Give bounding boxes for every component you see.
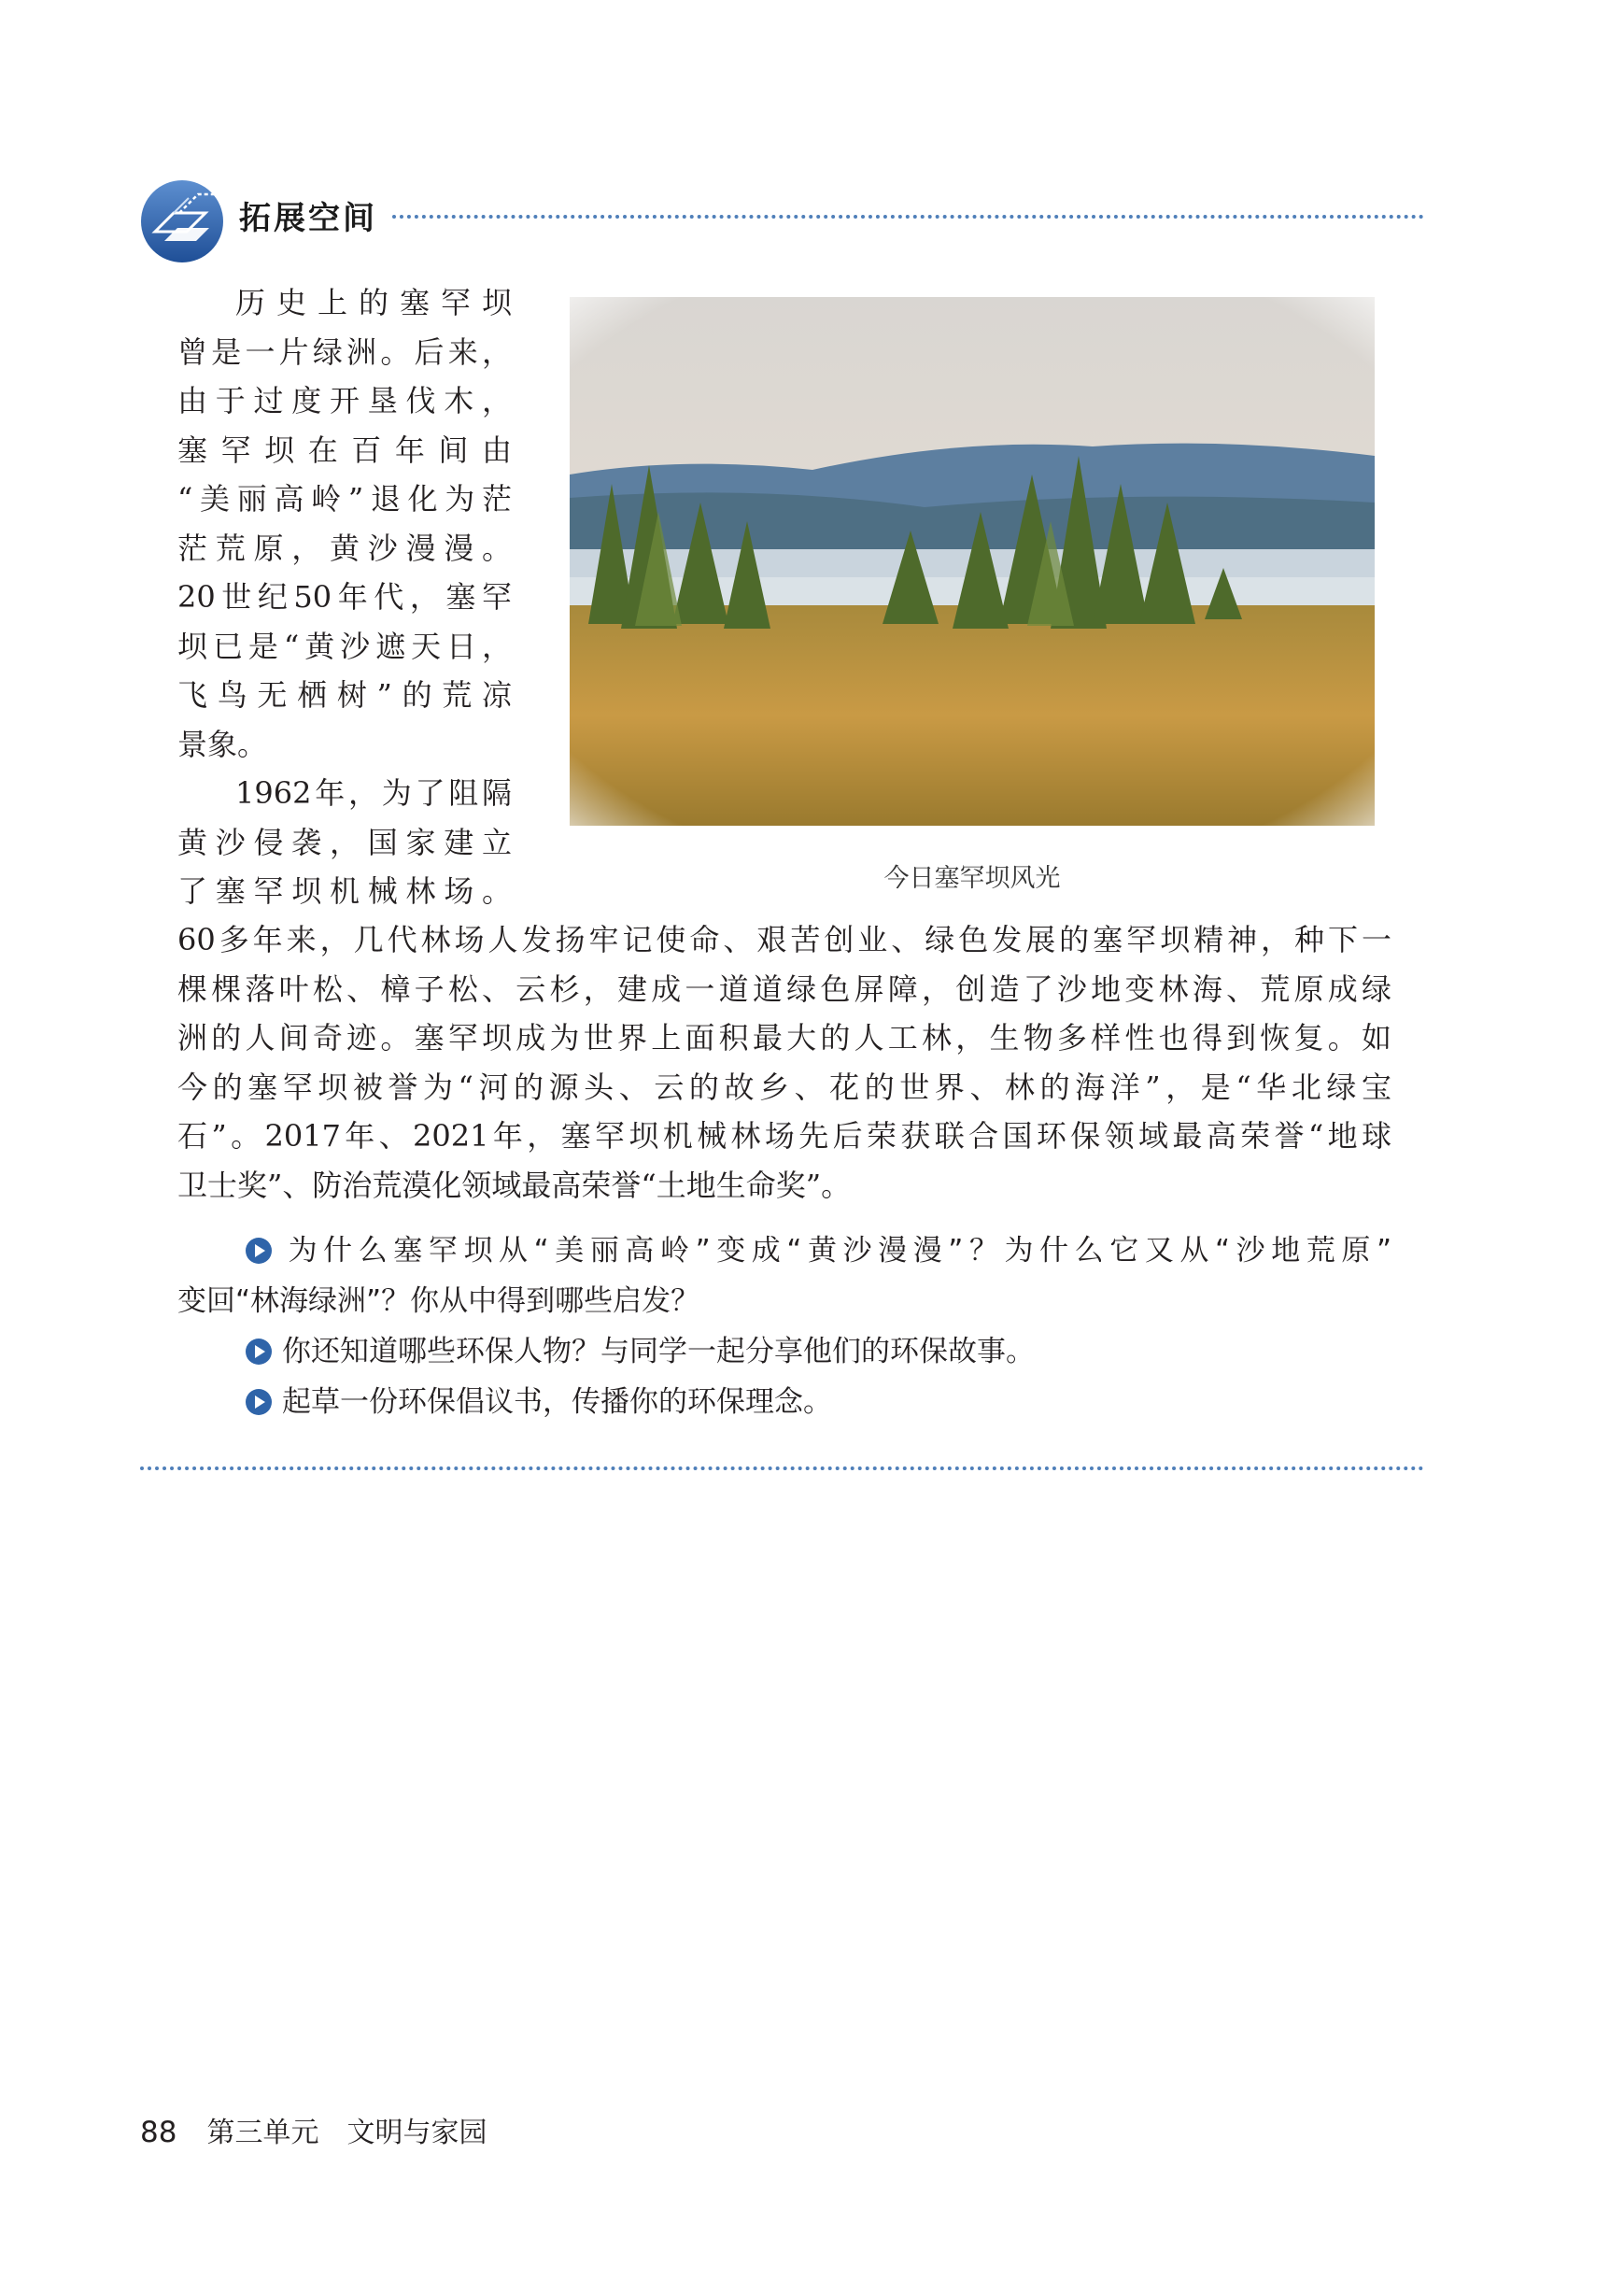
text-line: 黄沙侵袭，国家建立 bbox=[177, 824, 512, 860]
text-line: 石”。2017年、2021年，塞罕坝机械林场先后荣获联合国环保领域最高荣誉“地球 bbox=[177, 1118, 1391, 1154]
question-text: 变回“林海绿洲”？你从中得到哪些启发？ bbox=[177, 1284, 700, 1318]
text-line: 坝已是“黄沙遮天日， bbox=[177, 628, 512, 664]
text-line: 今的塞罕坝被誉为“河的源头、云的故乡、花的世界、林的海洋”，是“华北绿宝 bbox=[177, 1069, 1391, 1105]
unit-label: 第三单元 bbox=[206, 2117, 319, 2149]
question-text: 为什么塞罕坝从“美丽高岭”变成“黄沙漫漫”？为什么它又从“沙地荒原” bbox=[282, 1234, 1391, 1268]
page-number: 88 bbox=[140, 2116, 177, 2149]
photo-caption: 今日塞罕坝风光 bbox=[883, 864, 1061, 893]
question-1 bbox=[177, 1225, 1391, 1276]
text-line: “美丽高岭”退化为茫 bbox=[177, 481, 512, 517]
question-3 bbox=[177, 1377, 1391, 1427]
text-line: 了塞罕坝机械林场。 bbox=[177, 873, 512, 909]
text-line: 1962年，为了阻隔 bbox=[235, 775, 512, 811]
question-text: 起草一份环保倡议书，传播你的环保理念。 bbox=[282, 1385, 832, 1419]
header-divider bbox=[392, 215, 1424, 219]
page-footer bbox=[140, 2109, 487, 2150]
triangle-bullet-icon bbox=[245, 1338, 273, 1366]
text-line: 景象。 bbox=[177, 726, 268, 762]
text-line: 茫荒原，黄沙漫漫。 bbox=[177, 530, 512, 566]
intro-text-column bbox=[177, 278, 512, 916]
discussion-questions bbox=[177, 1225, 1391, 1427]
text-line: 飞鸟无栖树”的荒凉 bbox=[177, 677, 512, 713]
expansion-space-icon bbox=[140, 179, 224, 263]
text-line: 卫士奖”、防治荒漠化领域最高荣誉“土地生命奖”。 bbox=[177, 1167, 852, 1203]
question-2 bbox=[177, 1326, 1391, 1377]
bottom-divider bbox=[140, 1466, 1424, 1470]
unit-title: 文明与家园 bbox=[346, 2117, 487, 2149]
text-line: 20世纪50年代，塞罕 bbox=[177, 579, 512, 615]
triangle-bullet-icon bbox=[245, 1237, 273, 1265]
triangle-bullet-icon bbox=[245, 1388, 273, 1416]
text-line: 60多年来，几代林场人发扬牢记使命、艰苦创业、绿色发展的塞罕坝精神，种下一 bbox=[177, 922, 1391, 957]
text-line: 由于过度开垦伐木， bbox=[177, 383, 512, 418]
text-line: 曾是一片绿洲。后来， bbox=[177, 333, 512, 370]
text-line: 棵棵落叶松、樟子松、云杉，建成一道道绿色屏障，创造了沙地变林海、荒原成绿 bbox=[177, 970, 1391, 1007]
saihanba-landscape-photo bbox=[570, 297, 1375, 826]
main-paragraph bbox=[177, 915, 1391, 1210]
text-line: 历史上的塞罕坝 bbox=[235, 285, 512, 320]
text-line: 洲的人间奇迹。塞罕坝成为世界上面积最大的人工林，生物多样性也得到恢复。如 bbox=[177, 1020, 1391, 1055]
question-text: 你还知道哪些环保人物？与同学一起分享他们的环保故事。 bbox=[282, 1335, 1035, 1368]
question-1-continued bbox=[177, 1276, 1391, 1326]
text-line: 塞罕坝在百年间由 bbox=[177, 432, 512, 468]
section-title: 拓展空间 bbox=[239, 200, 377, 237]
